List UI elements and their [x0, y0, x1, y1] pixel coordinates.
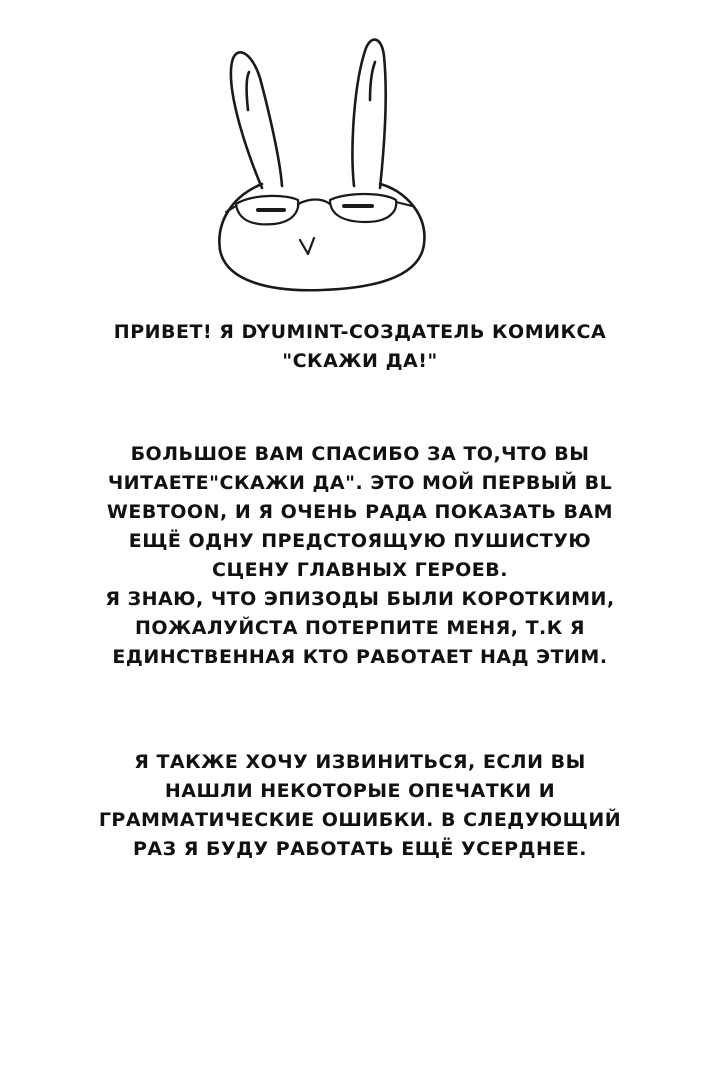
greeting-text — [40, 318, 680, 376]
greeting-line: ПРИВЕТ! Я DYUMINT-СОЗДАТЕЛЬ КОМИКСА — [113, 321, 607, 343]
bunny-with-glasses-icon — [200, 20, 460, 300]
apology-line: ГРАММАТИЧЕСКИЕ ОШИБКИ. В СЛЕДУЮЩИЙ — [98, 809, 622, 831]
thanks-text — [40, 440, 680, 672]
thanks-line: Я ЗНАЮ, ЧТО ЭПИЗОДЫ БЫЛИ КОРОТКИМИ, — [105, 588, 615, 610]
thanks-line: ЕДИНСТВЕННАЯ КТО РАБОТАЕТ НАД ЭТИМ. — [112, 646, 608, 668]
apology-text — [40, 748, 680, 864]
apology-line: Я ТАКЖЕ ХОЧУ ИЗВИНИТЬСЯ, ЕСЛИ ВЫ — [134, 751, 586, 773]
thanks-line: БОЛЬШОЕ ВАМ СПАСИБО ЗА ТО,ЧТО ВЫ — [130, 443, 590, 465]
apology-line: НАШЛИ НЕКОТОРЫЕ ОПЕЧАТКИ И — [164, 780, 556, 802]
thanks-line: WEBTOON, И Я ОЧЕНЬ РАДА ПОКАЗАТЬ ВАМ — [106, 501, 614, 523]
apology-line: РАЗ Я БУДУ РАБОТАТЬ ЕЩЁ УСЕРДНЕЕ. — [132, 838, 588, 860]
thanks-line: ЕЩЁ ОДНУ ПРЕДСТОЯЩУЮ ПУШИСТУЮ — [128, 530, 592, 552]
greeting-line: "СКАЖИ ДА!" — [282, 350, 438, 372]
thanks-line: СЦЕНУ ГЛАВНЫХ ГЕРОЕВ. — [212, 559, 508, 581]
thanks-line: ПОЖАЛУЙСТА ПОТЕРПИТЕ МЕНЯ, Т.К Я — [134, 617, 586, 639]
thanks-line: ЧИТАЕТЕ"СКАЖИ ДА". ЭТО МОЙ ПЕРВЫЙ BL — [107, 472, 613, 494]
